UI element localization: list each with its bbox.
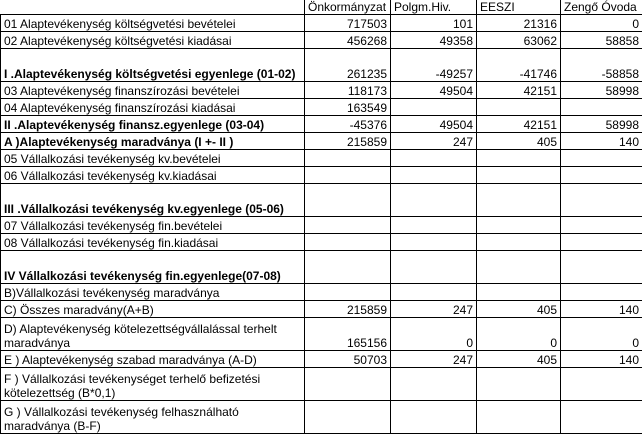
header-cell-eeszi: EESZI: [477, 0, 561, 15]
value-cell: [561, 401, 642, 434]
row-label: 02 Alaptevékenység költségvetési kiadásai: [1, 32, 305, 49]
value-cell: 405: [477, 351, 561, 368]
value-cell: 405: [477, 133, 561, 150]
row-label: 03 Alaptevékenység finanszírozási bevételei: [1, 82, 305, 99]
value-cell: -45376: [305, 116, 391, 133]
value-cell: 247: [391, 351, 477, 368]
value-cell: 49358: [391, 32, 477, 49]
header-cell-onkormanyzat: Önkormányzat: [305, 0, 391, 15]
value-cell: [391, 150, 477, 167]
value-cell: 215859: [305, 133, 391, 150]
row-label: F ) Vállalkozási tevékenységet terhelő befizetési kötelezettség (B*0,1): [1, 368, 305, 401]
value-cell: 0: [561, 318, 642, 351]
table-row: [1, 99, 642, 116]
value-cell: 118173: [305, 82, 391, 99]
value-cell: [305, 251, 391, 284]
table-row: [1, 49, 642, 82]
row-label: I .Alaptevékenység költségvetési egyenlege (01-02): [1, 49, 305, 82]
header-cell-zengo-ovoda: Zengő Óvoda: [561, 0, 642, 15]
value-cell: [391, 251, 477, 284]
value-cell: 0: [561, 15, 642, 32]
header-cell-empty: [1, 0, 305, 15]
value-cell: -49257: [391, 49, 477, 82]
row-label: 08 Vállalkozási tevékenység fin.kiadásai: [1, 234, 305, 251]
value-cell: 165156: [305, 318, 391, 351]
value-cell: 140: [561, 351, 642, 368]
row-label: 01 Alaptevékenység költségvetési bevételei: [1, 15, 305, 32]
value-cell: [561, 150, 642, 167]
value-cell: [477, 368, 561, 401]
header-row: [1, 0, 642, 15]
value-cell: -41746: [477, 49, 561, 82]
value-cell: 0: [477, 318, 561, 351]
value-cell: 49504: [391, 116, 477, 133]
value-cell: 140: [561, 301, 642, 318]
value-cell: [477, 217, 561, 234]
value-cell: [561, 251, 642, 284]
value-cell: [477, 251, 561, 284]
table-row: [1, 15, 642, 32]
table-row: [1, 184, 642, 217]
value-cell: 456268: [305, 32, 391, 49]
table-row: [1, 251, 642, 284]
value-cell: [305, 184, 391, 217]
value-cell: 42151: [477, 116, 561, 133]
value-cell: [477, 284, 561, 301]
row-label: D) Alaptevékenység kötelezettségvállalással terhelt maradványa: [1, 318, 305, 351]
value-cell: 42151: [477, 82, 561, 99]
value-cell: [561, 167, 642, 184]
table-row: [1, 351, 642, 368]
value-cell: [477, 184, 561, 217]
value-cell: [561, 284, 642, 301]
value-cell: 50703: [305, 351, 391, 368]
value-cell: 0: [391, 318, 477, 351]
table-row: [1, 301, 642, 318]
table-row: [1, 82, 642, 99]
value-cell: 247: [391, 301, 477, 318]
value-cell: 717503: [305, 15, 391, 32]
value-cell: [477, 234, 561, 251]
value-cell: 63062: [477, 32, 561, 49]
row-label: G ) Vállalkozási tevékenység felhasználható maradványa (B-F): [1, 401, 305, 434]
row-label: 05 Vállalkozási tevékenység kv.bevételei: [1, 150, 305, 167]
header-cell-polgm-hiv: Polgm.Hiv.: [391, 0, 477, 15]
row-label: E ) Alaptevékenység szabad maradványa (A-D): [1, 351, 305, 368]
value-cell: [561, 99, 642, 116]
value-cell: 261235: [305, 49, 391, 82]
row-label: 06 Vállalkozási tevékenység kv.kiadásai: [1, 167, 305, 184]
value-cell: 140: [561, 133, 642, 150]
value-cell: [477, 401, 561, 434]
value-cell: [391, 99, 477, 116]
value-cell: [477, 150, 561, 167]
value-cell: [477, 167, 561, 184]
row-label: IV Vállalkozási tevékenység fin.egyenlege(07-08): [1, 251, 305, 284]
value-cell: 215859: [305, 301, 391, 318]
value-cell: [391, 234, 477, 251]
table-body: [1, 15, 642, 434]
value-cell: 101: [391, 15, 477, 32]
value-cell: -58858: [561, 49, 642, 82]
row-label: II .Alaptevékenység finansz.egyenlege (03-04): [1, 116, 305, 133]
value-cell: 58998: [561, 116, 642, 133]
row-label: 04 Alaptevékenység finanszírozási kiadásai: [1, 99, 305, 116]
row-label: A )Alaptevékenység maradványa (I +- II ): [1, 133, 305, 150]
table-row: [1, 32, 642, 49]
value-cell: 163549: [305, 99, 391, 116]
value-cell: [305, 368, 391, 401]
value-cell: [305, 284, 391, 301]
table-row: [1, 217, 642, 234]
table-row: [1, 368, 642, 401]
value-cell: [305, 217, 391, 234]
value-cell: 21316: [477, 15, 561, 32]
value-cell: [305, 234, 391, 251]
value-cell: [391, 284, 477, 301]
value-cell: 58858: [561, 32, 642, 49]
table-row: [1, 401, 642, 434]
value-cell: [305, 150, 391, 167]
value-cell: 58998: [561, 82, 642, 99]
value-cell: [561, 234, 642, 251]
value-cell: 49504: [391, 82, 477, 99]
value-cell: [391, 368, 477, 401]
value-cell: [391, 217, 477, 234]
value-cell: [305, 167, 391, 184]
row-label: 07 Vállalkozási tevékenység fin.bevételei: [1, 217, 305, 234]
value-cell: 405: [477, 301, 561, 318]
row-label: III .Vállalkozási tevékenység kv.egyenlege (05-06): [1, 184, 305, 217]
value-cell: [391, 401, 477, 434]
value-cell: 247: [391, 133, 477, 150]
value-cell: [391, 184, 477, 217]
table-row: [1, 167, 642, 184]
value-cell: [391, 167, 477, 184]
row-label: B)Vállalkozási tevékenység maradványa: [1, 284, 305, 301]
table-row: [1, 284, 642, 301]
table-row: [1, 318, 642, 351]
value-cell: [561, 368, 642, 401]
table-row: [1, 133, 642, 150]
value-cell: [305, 401, 391, 434]
table-row: [1, 116, 642, 133]
value-cell: [477, 99, 561, 116]
row-label: C) Összes maradvány(A+B): [1, 301, 305, 318]
value-cell: [561, 217, 642, 234]
table-row: [1, 234, 642, 251]
value-cell: [561, 184, 642, 217]
table-row: [1, 150, 642, 167]
